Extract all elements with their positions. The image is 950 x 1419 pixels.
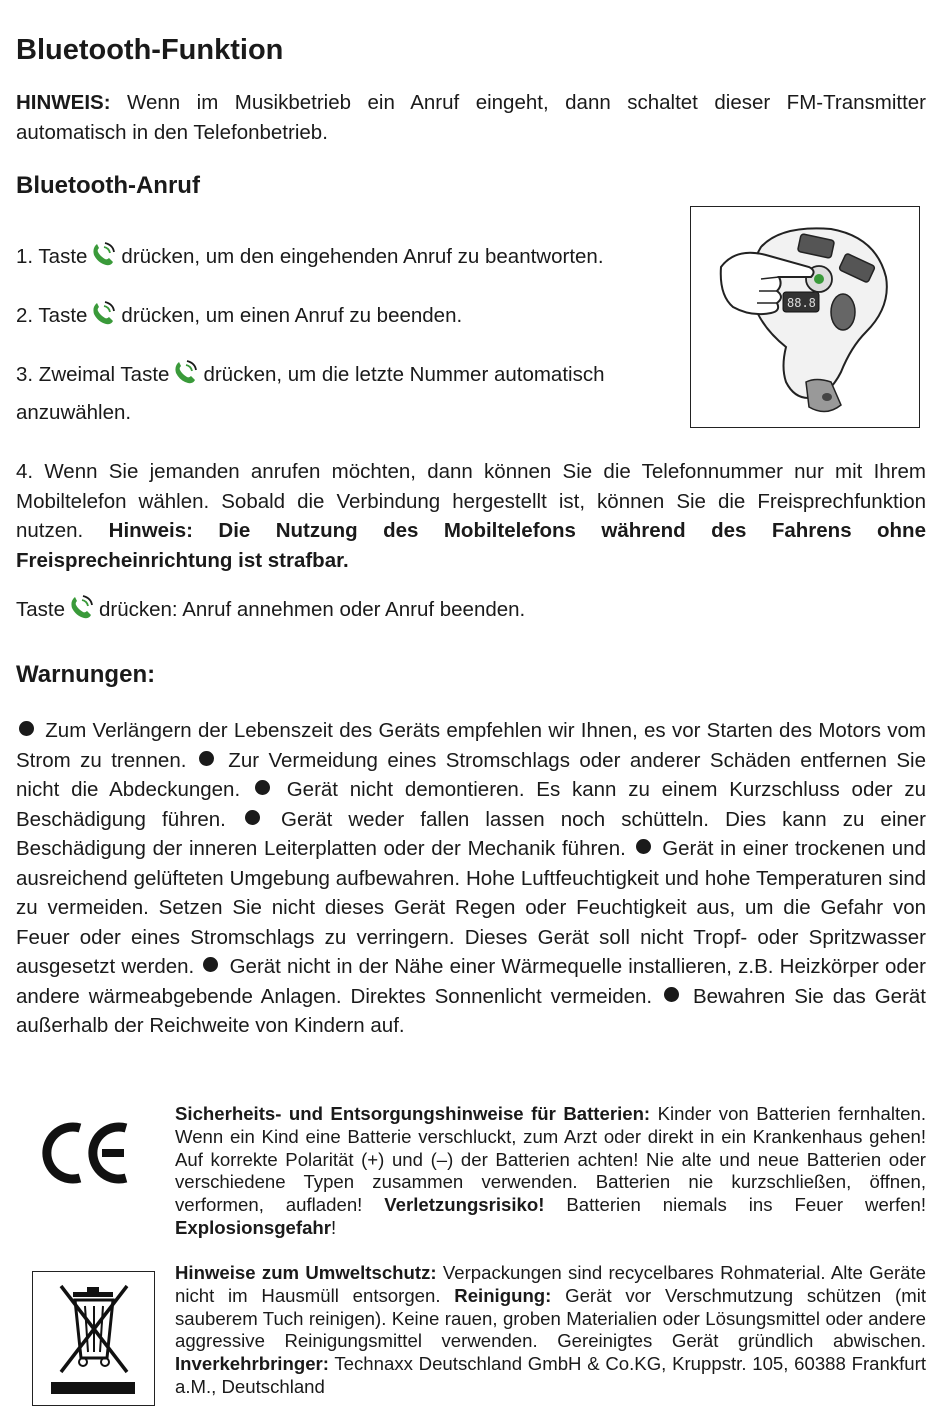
taste-line-after: drücken: Anruf annehmen oder Anruf beenden. [99, 598, 526, 621]
warnings-paragraph [16, 716, 926, 1041]
distributor-label: Inverkehrbringer: [175, 1353, 329, 1375]
taste-line-before: Taste [16, 598, 65, 621]
crossed-bin-icon [33, 1272, 153, 1404]
environment-label: Hinweise zum Umweltschutz: [175, 1262, 437, 1283]
battery-injury-warning: Verletzungsrisiko! [384, 1194, 545, 1216]
battery-text-3: ! [331, 1216, 337, 1238]
hinweis-paragraph [16, 88, 926, 147]
warnings-heading: Warnungen: [16, 661, 156, 688]
fm-transmitter-drawing [691, 207, 918, 426]
step-2 [16, 299, 462, 330]
bullet-icon [255, 780, 270, 795]
warning-item: Bewahren Sie das Gerät außerhalb der Reichweite von Kindern auf. [16, 984, 926, 1037]
hinweis-text: Wenn im Musikbetrieb ein Anruf eingeht, dann schaltet dieser FM-Transmitter automatisch in den Telefonbetrieb. [16, 91, 926, 144]
step-4 [16, 457, 926, 575]
weee-symbol [32, 1271, 155, 1406]
environment-text-2: Gerät vor Verschmutzung schützen (mit sauberem Tuch reinigen). Keine rauen, groben Materialien oder Lösungsmittel oder andere aggressive Reinigungsmittel verwenden. Gereinigtes Gerät gründlich abwischen. [175, 1284, 926, 1352]
phone-call-icon [89, 299, 117, 327]
battery-text-2: Batterien niemals ins Feuer werfen! [544, 1194, 926, 1216]
step-3 [16, 358, 605, 389]
environment-text-1: Verpackungen sind recycelbares Rohmaterial. Alte Geräte nicht im Hausmüll entsorgen. [175, 1262, 926, 1306]
bullet-icon [199, 751, 214, 766]
page-title: Bluetooth-Funktion [16, 34, 284, 66]
step-3-continuation: anzuwählen. [16, 401, 132, 424]
taste-line [16, 593, 525, 624]
bullet-icon [245, 810, 260, 825]
ce-mark [38, 1118, 133, 1188]
phone-call-icon [171, 358, 199, 386]
warning-item: Gerät in einer trockenen und ausreichend gelüfteten Umgebung aufbewahren. Hohe Luftfeuchtigkeit und hohe Temperaturen sind zu vermeiden. Setzen Sie nicht dieses Gerät Regen oder Feuchtigkeit aus, um die Gefahr von Feuer oder eines Stromschlags zu verringern. Dieses Gerät soll nicht Tropf- oder Spritzwasser ausgesetzt werden. [16, 837, 926, 978]
phone-call-icon [89, 240, 117, 268]
svg-text:88.8: 88.8 [787, 296, 816, 310]
step-4-text: 4. Wenn Sie jemanden anrufen möchten, dann können Sie die Telefonnummer nur mit Ihrem Mobiltelefon wählen. Sobald die Verbindung hergestellt ist, können Sie die Freisprechfunktion nutzen. [16, 460, 926, 542]
step-4-warning: Hinweis: Die Nutzung des Mobiltelefons während des Fahrens ohne Freisprecheinrichtung ist strafbar. [16, 519, 926, 572]
bullet-icon [203, 957, 218, 972]
step-1 [16, 240, 604, 271]
environment-text-3: Technaxx Deutschland GmbH & Co.KG, Kruppstr. 105, 60388 Frankfurt a.M., Deutschland [175, 1353, 926, 1397]
warning-item: Zum Verlängern der Lebenszeit des Geräts empfehlen wir Ihnen, es vor Starten des Motors vom Strom zu trennen. [16, 719, 926, 772]
battery-explosion-warning: Explosionsgefahr [175, 1216, 332, 1238]
bullet-icon [19, 721, 34, 736]
phone-call-icon [67, 593, 95, 621]
step-1-before: 1. Taste [16, 245, 88, 268]
step-2-after: drücken, um einen Anruf zu beenden. [121, 304, 463, 327]
bullet-icon [636, 839, 651, 854]
step-3-before: 3. Zweimal Taste [16, 363, 170, 386]
warning-item: Gerät nicht demontieren. Es kann zu einem Kurzschluss oder zu Beschädigung führen. [16, 778, 926, 831]
environment-paragraph [175, 1262, 926, 1399]
step-2-before: 2. Taste [16, 304, 88, 327]
warning-item: Gerät nicht in der Nähe einer Wärmequelle installieren, z.B. Heizkörper oder andere wärmeabgebende Anlagen. Direktes Sonnenlicht vermeiden. [16, 955, 926, 1008]
warning-item: Zur Vermeidung eines Stromschlags oder anderer Schäden entfernen Sie nicht die Abdeckungen. [16, 748, 926, 801]
battery-label: Sicherheits- und Entsorgungshinweise für Batterien: [175, 1103, 651, 1124]
step-1-after: drücken, um den eingehenden Anruf zu beantworten. [121, 245, 604, 268]
battery-paragraph [175, 1103, 926, 1240]
bullet-icon [664, 987, 679, 1002]
battery-text-1: Kinder von Batterien fernhalten. Wenn ein Kind eine Batterie verschluckt, zum Arzt oder direkt in ein Krankenhaus gehen! Auf korrekte Polarität (+) und (–) der Batterien achten! Nie alte und neue Batterien oder verschiedene Typen zusammen verwenden. Batterien nie kurzschließen, öffnen, verformen, aufladen! [175, 1103, 926, 1216]
warning-item: Gerät weder fallen lassen noch schütteln. Dies kann zu einer Beschädigung der inneren Leiterplatten oder der Mechanik führen. [16, 807, 927, 860]
fm-transmitter-illustration [690, 206, 920, 428]
cleaning-label: Reinigung: [454, 1284, 552, 1306]
step-3-after: drücken, um die letzte Nummer automatisch [203, 363, 605, 386]
call-heading: Bluetooth-Anruf [16, 172, 200, 199]
hinweis-label: HINWEIS: [16, 91, 111, 114]
ce-mark-icon [38, 1118, 133, 1188]
